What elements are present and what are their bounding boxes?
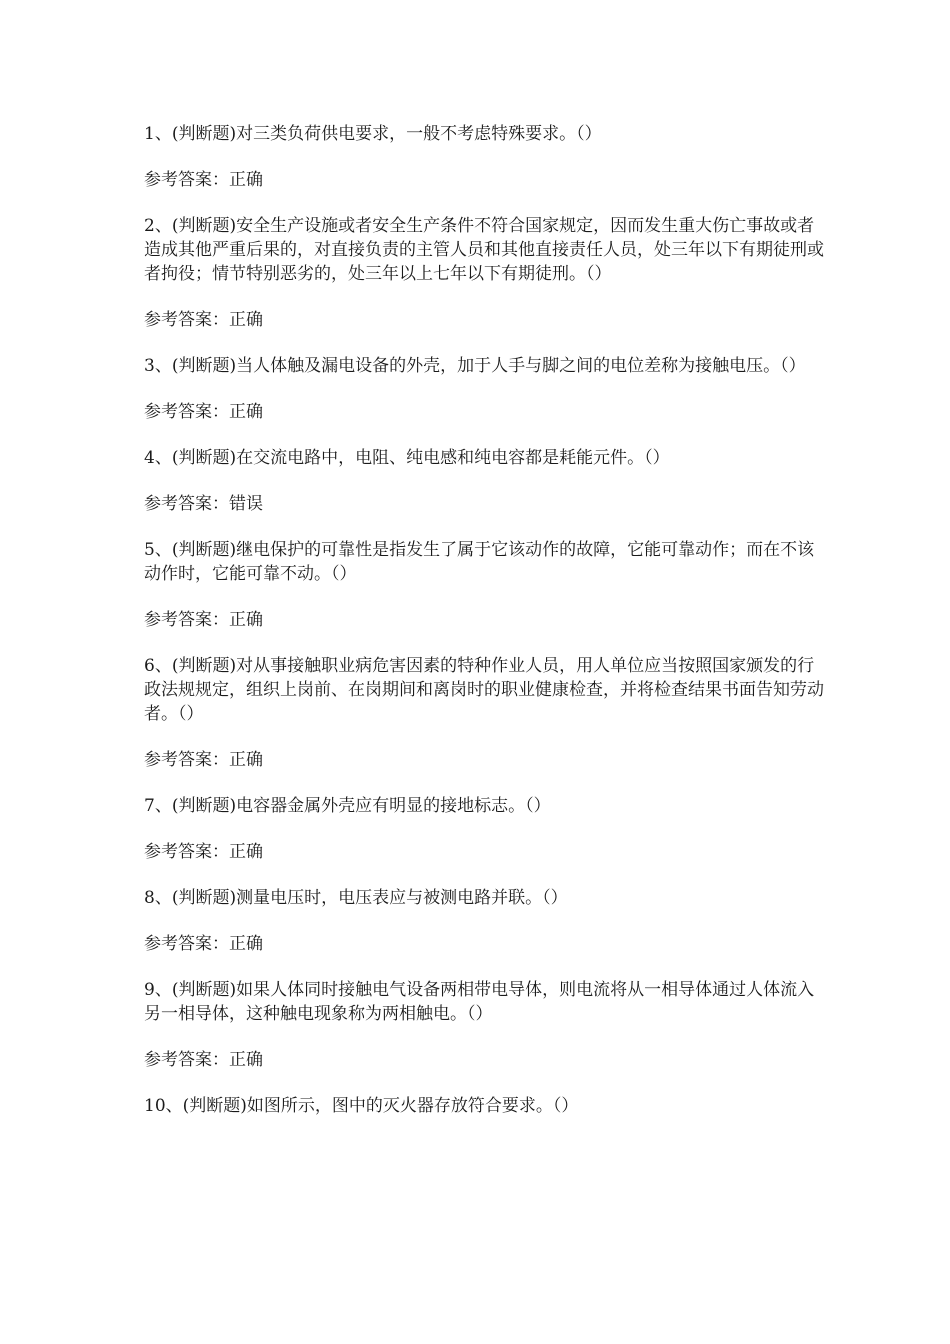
answer-3: [144, 400, 824, 424]
question-5: 5、(判断题)继电保护的可靠性是指发生了属于它该动作的故障，它能可靠动作；而在不该动作时，它能可靠不动。（）: [144, 540, 815, 584]
question-6: 6、(判断题)对从事接触职业病危害因素的特种作业人员，用人单位应当按照国家颁发的行政法规规定，组织上岗前、在岗期间和离岗时的职业健康检查，并将检查结果书面告知劳动者。（）: [144, 656, 824, 724]
answer-4: [144, 492, 824, 516]
answer-7: [144, 840, 824, 864]
document-page: [144, 122, 824, 1118]
answer-6: [144, 748, 824, 772]
answer-value: 正确: [229, 310, 263, 330]
question-3: 3、(判断题)当人体触及漏电设备的外壳，加于人手与脚之间的电位差称为接触电压。（）: [144, 356, 806, 376]
answer-value: 正确: [229, 750, 263, 770]
answer-2: [144, 308, 824, 332]
answer-label: 参考答案：: [144, 402, 229, 422]
answer-value: 正确: [229, 170, 263, 190]
question-2: 2、(判断题)安全生产设施或者安全生产条件不符合国家规定，因而发生重大伤亡事故或者造成其他严重后果的，对直接负责的主管人员和其他直接责任人员，处三年以下有期徒刑或者拘役；情节特别恶劣的，处三年以上七年以下有期徒刑。（）: [144, 216, 824, 284]
question-4: 4、(判断题)在交流电路中，电阻、纯电感和纯电容都是耗能元件。（）: [144, 448, 670, 468]
answer-value: 正确: [229, 842, 263, 862]
answer-1: [144, 168, 824, 192]
answer-label: 参考答案：: [144, 310, 229, 330]
answer-5: [144, 608, 824, 632]
answer-value: 正确: [229, 934, 263, 954]
answer-label: 参考答案：: [144, 934, 229, 954]
answer-value: 错误: [229, 494, 263, 514]
answer-8: [144, 932, 824, 956]
answer-label: 参考答案：: [144, 610, 229, 630]
question-7: 7、(判断题)电容器金属外壳应有明显的接地标志。（）: [144, 796, 551, 816]
answer-label: 参考答案：: [144, 842, 229, 862]
answer-label: 参考答案：: [144, 1050, 229, 1070]
question-1: 1、(判断题)对三类负荷供电要求，一般不考虑特殊要求。（）: [144, 124, 602, 144]
answer-label: 参考答案：: [144, 494, 229, 514]
answer-value: 正确: [229, 1050, 263, 1070]
answer-value: 正确: [229, 610, 263, 630]
answer-value: 正确: [229, 402, 263, 422]
answer-label: 参考答案：: [144, 170, 229, 190]
answer-9: [144, 1048, 824, 1072]
answer-label: 参考答案：: [144, 750, 229, 770]
question-10: 10、(判断题)如图所示，图中的灭火器存放符合要求。（）: [144, 1096, 579, 1116]
question-8: 8、(判断题)测量电压时，电压表应与被测电路并联。（）: [144, 888, 568, 908]
question-9: 9、(判断题)如果人体同时接触电气设备两相带电导体，则电流将从一相导体通过人体流入另一相导体，这种触电现象称为两相触电。（）: [144, 980, 815, 1024]
